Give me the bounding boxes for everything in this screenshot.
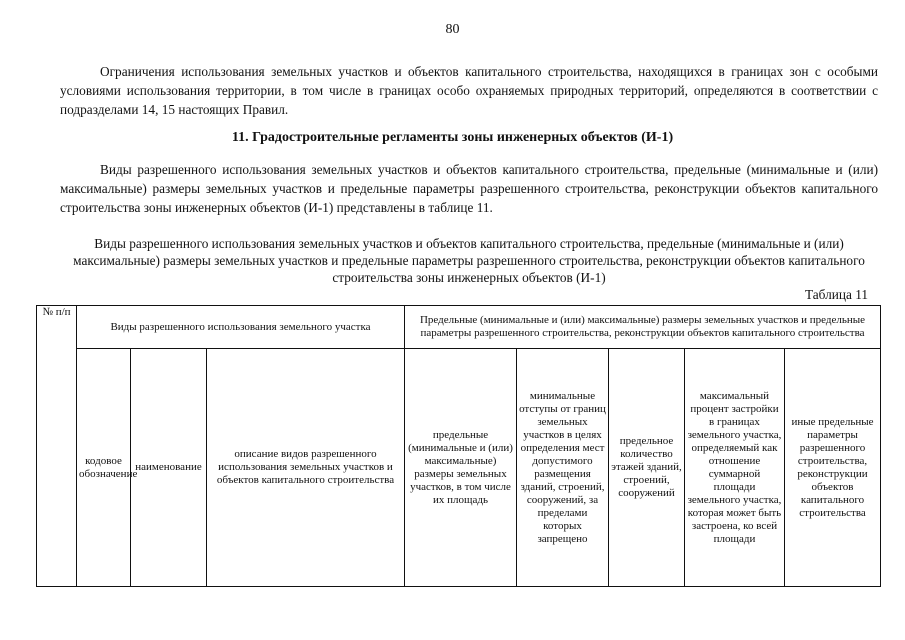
paragraph-restrictions: Ограничения использования земельных участков и объектов капитального строительства, находящихся в границах зон с особыми условиями использования территории, в том числе в границах особо охраняемых природных территорий, определяются в соответствии с подразделами 14, 15 настоящих Правил. xyxy=(60,64,878,117)
column-name-header: наименование xyxy=(131,349,207,587)
column-coverage-header: максимальный процент застройки в границах земельного участка, определяемый как отношение суммарной площади земельного участка, которая может быть застроена, ко всей площади xyxy=(685,349,785,587)
column-description-header: описание видов разрешенного использования земельных участков и объектов капитального строительства xyxy=(207,349,405,587)
paragraph-intro: Виды разрешенного использования земельных участков и объектов капитального строительства, предельные (минимальные и (или) максимальные) размеры земельных участков и предельные параметры разрешенного строительства, реконструкции объектов капитального строительства зоны инженерных объектов (И-1) представлены в таблице 11. xyxy=(60,162,878,215)
column-group-params-header: Предельные (минимальные и (или) максимальные) размеры земельных участков и предельные параметры разрешенного строительства, реконструкции объектов капитального строительства xyxy=(405,306,881,349)
column-setbacks-header: минимальные отступы от границ земельных участков в целях определения мест допустимого размещения зданий, строений, сооружений, за пределами которых запрещено xyxy=(517,349,609,587)
table-label: Таблица 11 xyxy=(804,287,868,302)
column-floors-header: предельное количество этажей зданий, строений, сооружений xyxy=(609,349,685,587)
table-caption: Виды разрешенного использования земельных участков и объектов капитального строительства, предельные (минимальные и (или) максимальные) размеры земельных участков и предельные параметры разрешенного строительства, реконструкции объектов капитального строительства зоны инженерных объектов (И-1) xyxy=(73,236,865,285)
column-code-header: кодовое обозначение xyxy=(77,349,131,587)
section-title: 11. Градостроительные регламенты зоны инженерных объектов (И-1) xyxy=(231,130,674,145)
column-number-header: № п/п xyxy=(37,306,77,587)
column-other-params-header: иные предельные параметры разрешенного строительства, реконструкции объектов капитального строительства xyxy=(785,349,881,587)
column-plot-size-header: предельные (минимальные и (или) максимальные) размеры земельных участков, в том числе их площадь xyxy=(405,349,517,587)
page-number: 80 xyxy=(445,22,460,37)
regulations-table xyxy=(36,305,881,587)
column-group-use-header: Виды разрешенного использования земельного участка xyxy=(77,306,405,349)
